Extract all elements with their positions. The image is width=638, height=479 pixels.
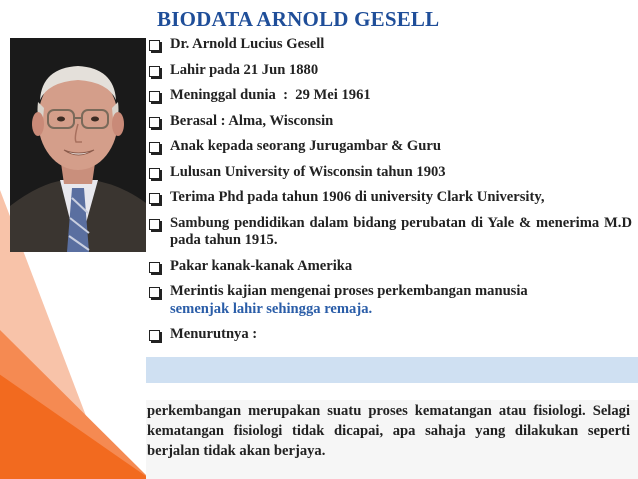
checkbox-bullet-icon: [149, 262, 160, 273]
checkbox-bullet-icon: [149, 193, 160, 204]
checkbox-bullet-icon: [149, 91, 160, 102]
checkbox-bullet-icon: [149, 66, 160, 77]
checkbox-bullet-icon: [149, 219, 160, 230]
list-item-text: Dr. Arnold Lucius Gesell: [170, 36, 325, 52]
list-item-text: Sambung pendidikan dalam bidang perubatan di Yale & menerima M.D pada tahun 1915.: [170, 214, 632, 248]
list-item-text: Lulusan University of Wisconsin tahun 1903: [170, 163, 446, 180]
list-item-text: Berasal : Alma, Wisconsin: [170, 112, 334, 129]
list-item-text: Anak kepada seorang Jurugambar & Guru: [170, 138, 441, 154]
list-item: [146, 164, 632, 182]
portrait-photo: [10, 38, 146, 252]
checkbox-bullet-icon: [149, 117, 160, 128]
list-item: [146, 283, 632, 318]
list-item-text: Merintis kajian mengenai proses perkembangan manusia: [170, 283, 528, 299]
checkbox-bullet-icon: [149, 330, 160, 341]
checkbox-bullet-icon: [149, 287, 160, 298]
list-item: [146, 62, 632, 80]
list-item-text: Menurutnya :: [170, 326, 258, 342]
checkbox-bullet-icon: [149, 168, 160, 179]
page-title: BIODATA ARNOLD GESELL: [157, 7, 440, 31]
checkbox-bullet-icon: [149, 40, 160, 51]
list-item: [146, 36, 632, 54]
list-item-text: Pakar kanak-kanak Amerika: [170, 257, 353, 274]
list-item: [146, 87, 632, 105]
list-item: [146, 189, 632, 207]
list-item-text: Meninggal dunia : 29 Mei 1961: [170, 87, 371, 103]
highlight-band: [146, 357, 638, 383]
list-item: [146, 113, 632, 131]
list-item: [146, 258, 632, 276]
list-item: [146, 138, 632, 156]
checkbox-bullet-icon: [149, 142, 160, 153]
definition-paragraph: perkembangan merupakan suatu proses kematangan atau fisiologi. Selagi kematangan fisiologi tidak dicapai, apa sahaja yang dilakukan seperti berjalan tidak akan berjaya.: [147, 403, 630, 459]
list-item: [146, 326, 632, 344]
list-item-text: Terima Phd pada tahun 1906 di university Clark University,: [170, 189, 545, 205]
list-item-text-continued: semenjak lahir sehingga remaja.: [170, 300, 373, 317]
list-item-text: Lahir pada 21 Jun 1880: [170, 61, 319, 78]
biodata-list: [146, 36, 632, 352]
list-item: [146, 215, 632, 250]
